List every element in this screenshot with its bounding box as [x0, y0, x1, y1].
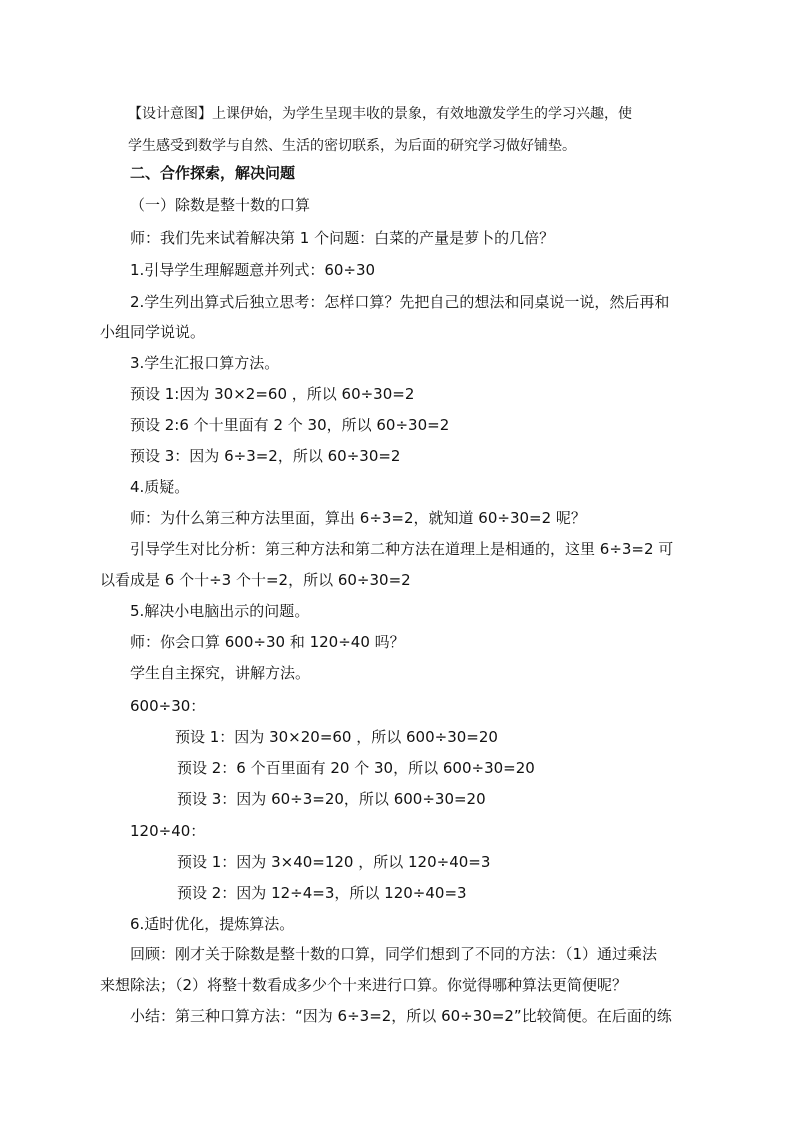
step-2-line-2: 小组同学说说。	[100, 323, 206, 341]
problem-a-preset-1: 预设 1：因为 30×20=60 ，所以 600÷30=20	[175, 728, 498, 746]
teacher-question-3: 师：你会口算 600÷30 和 120÷40 吗？	[130, 633, 405, 651]
design-intent-line-1: 【设计意图】上课伊始，为学生呈现丰收的景象，有效地激发学生的学习兴趣，使	[128, 106, 632, 122]
guide-line-2: 以看成是 6 个十÷3 个十=2，所以 60÷30=2	[100, 571, 411, 589]
section-heading: 二、合作探索，解决问题	[130, 164, 296, 182]
problem-b: 120÷40：	[130, 822, 206, 840]
explore-text: 学生自主探究，讲解方法。	[130, 664, 311, 682]
problem-b-preset-1: 预设 1：因为 3×40=120 ，所以 120÷40=3	[177, 853, 491, 871]
step-4: 4.质疑。	[130, 478, 190, 496]
teacher-question-2: 师：为什么第三种方法里面，算出 6÷3=2，就知道 60÷30=2 呢？	[130, 509, 586, 527]
step-3: 3.学生汇报口算方法。	[130, 354, 280, 372]
review-line-1: 回顾：刚才关于除数是整十数的口算，同学们想到了不同的方法：（1）通过乘法	[130, 945, 658, 963]
problem-b-preset-2: 预设 2：因为 12÷4=3，所以 120÷40=3	[177, 884, 467, 902]
design-intent-line-2: 学生感受到数学与自然、生活的密切联系，为后面的研究学习做好铺垫。	[128, 138, 576, 154]
problem-a-preset-3: 预设 3：因为 60÷3=20，所以 600÷30=20	[177, 790, 486, 808]
preset-1: 预设 1:因为 30×2=60 ，所以 60÷30=2	[130, 385, 415, 403]
preset-3: 预设 3：因为 6÷3=2，所以 60÷30=2	[130, 447, 401, 465]
step-1: 1.引导学生理解题意并列式：60÷30	[130, 261, 376, 279]
summary-line: 小结：第三种口算方法：“因为 6÷3=2，所以 60÷30=2”比较简便。在后面的练	[130, 1007, 672, 1025]
step-5: 5.解决小电脑出示的问题。	[130, 602, 310, 620]
guide-line-1: 引导学生对比分析：第三种方法和第二种方法在道理上是相通的，这里 6÷3=2 可	[130, 540, 674, 558]
problem-a: 600÷30：	[130, 697, 206, 715]
teacher-question-1: 师：我们先来试着解决第 1 个问题：白菜的产量是萝卜的几倍？	[130, 229, 555, 247]
subsection-heading: （一）除数是整十数的口算	[130, 196, 311, 214]
step-2-line-1: 2.学生列出算式后独立思考：怎样口算？先把自己的想法和同桌说一说，然后再和	[130, 293, 670, 311]
problem-a-preset-2: 预设 2：6 个百里面有 20 个 30，所以 600÷30=20	[177, 759, 535, 777]
step-6: 6.适时优化，提炼算法。	[130, 915, 295, 933]
review-line-2: 来想除法；（2）将整十数看成多少个十来进行口算。你觉得哪种算法更简便呢？	[100, 976, 628, 994]
preset-2: 预设 2:6 个十里面有 2 个 30，所以 60÷30=2	[130, 416, 450, 434]
